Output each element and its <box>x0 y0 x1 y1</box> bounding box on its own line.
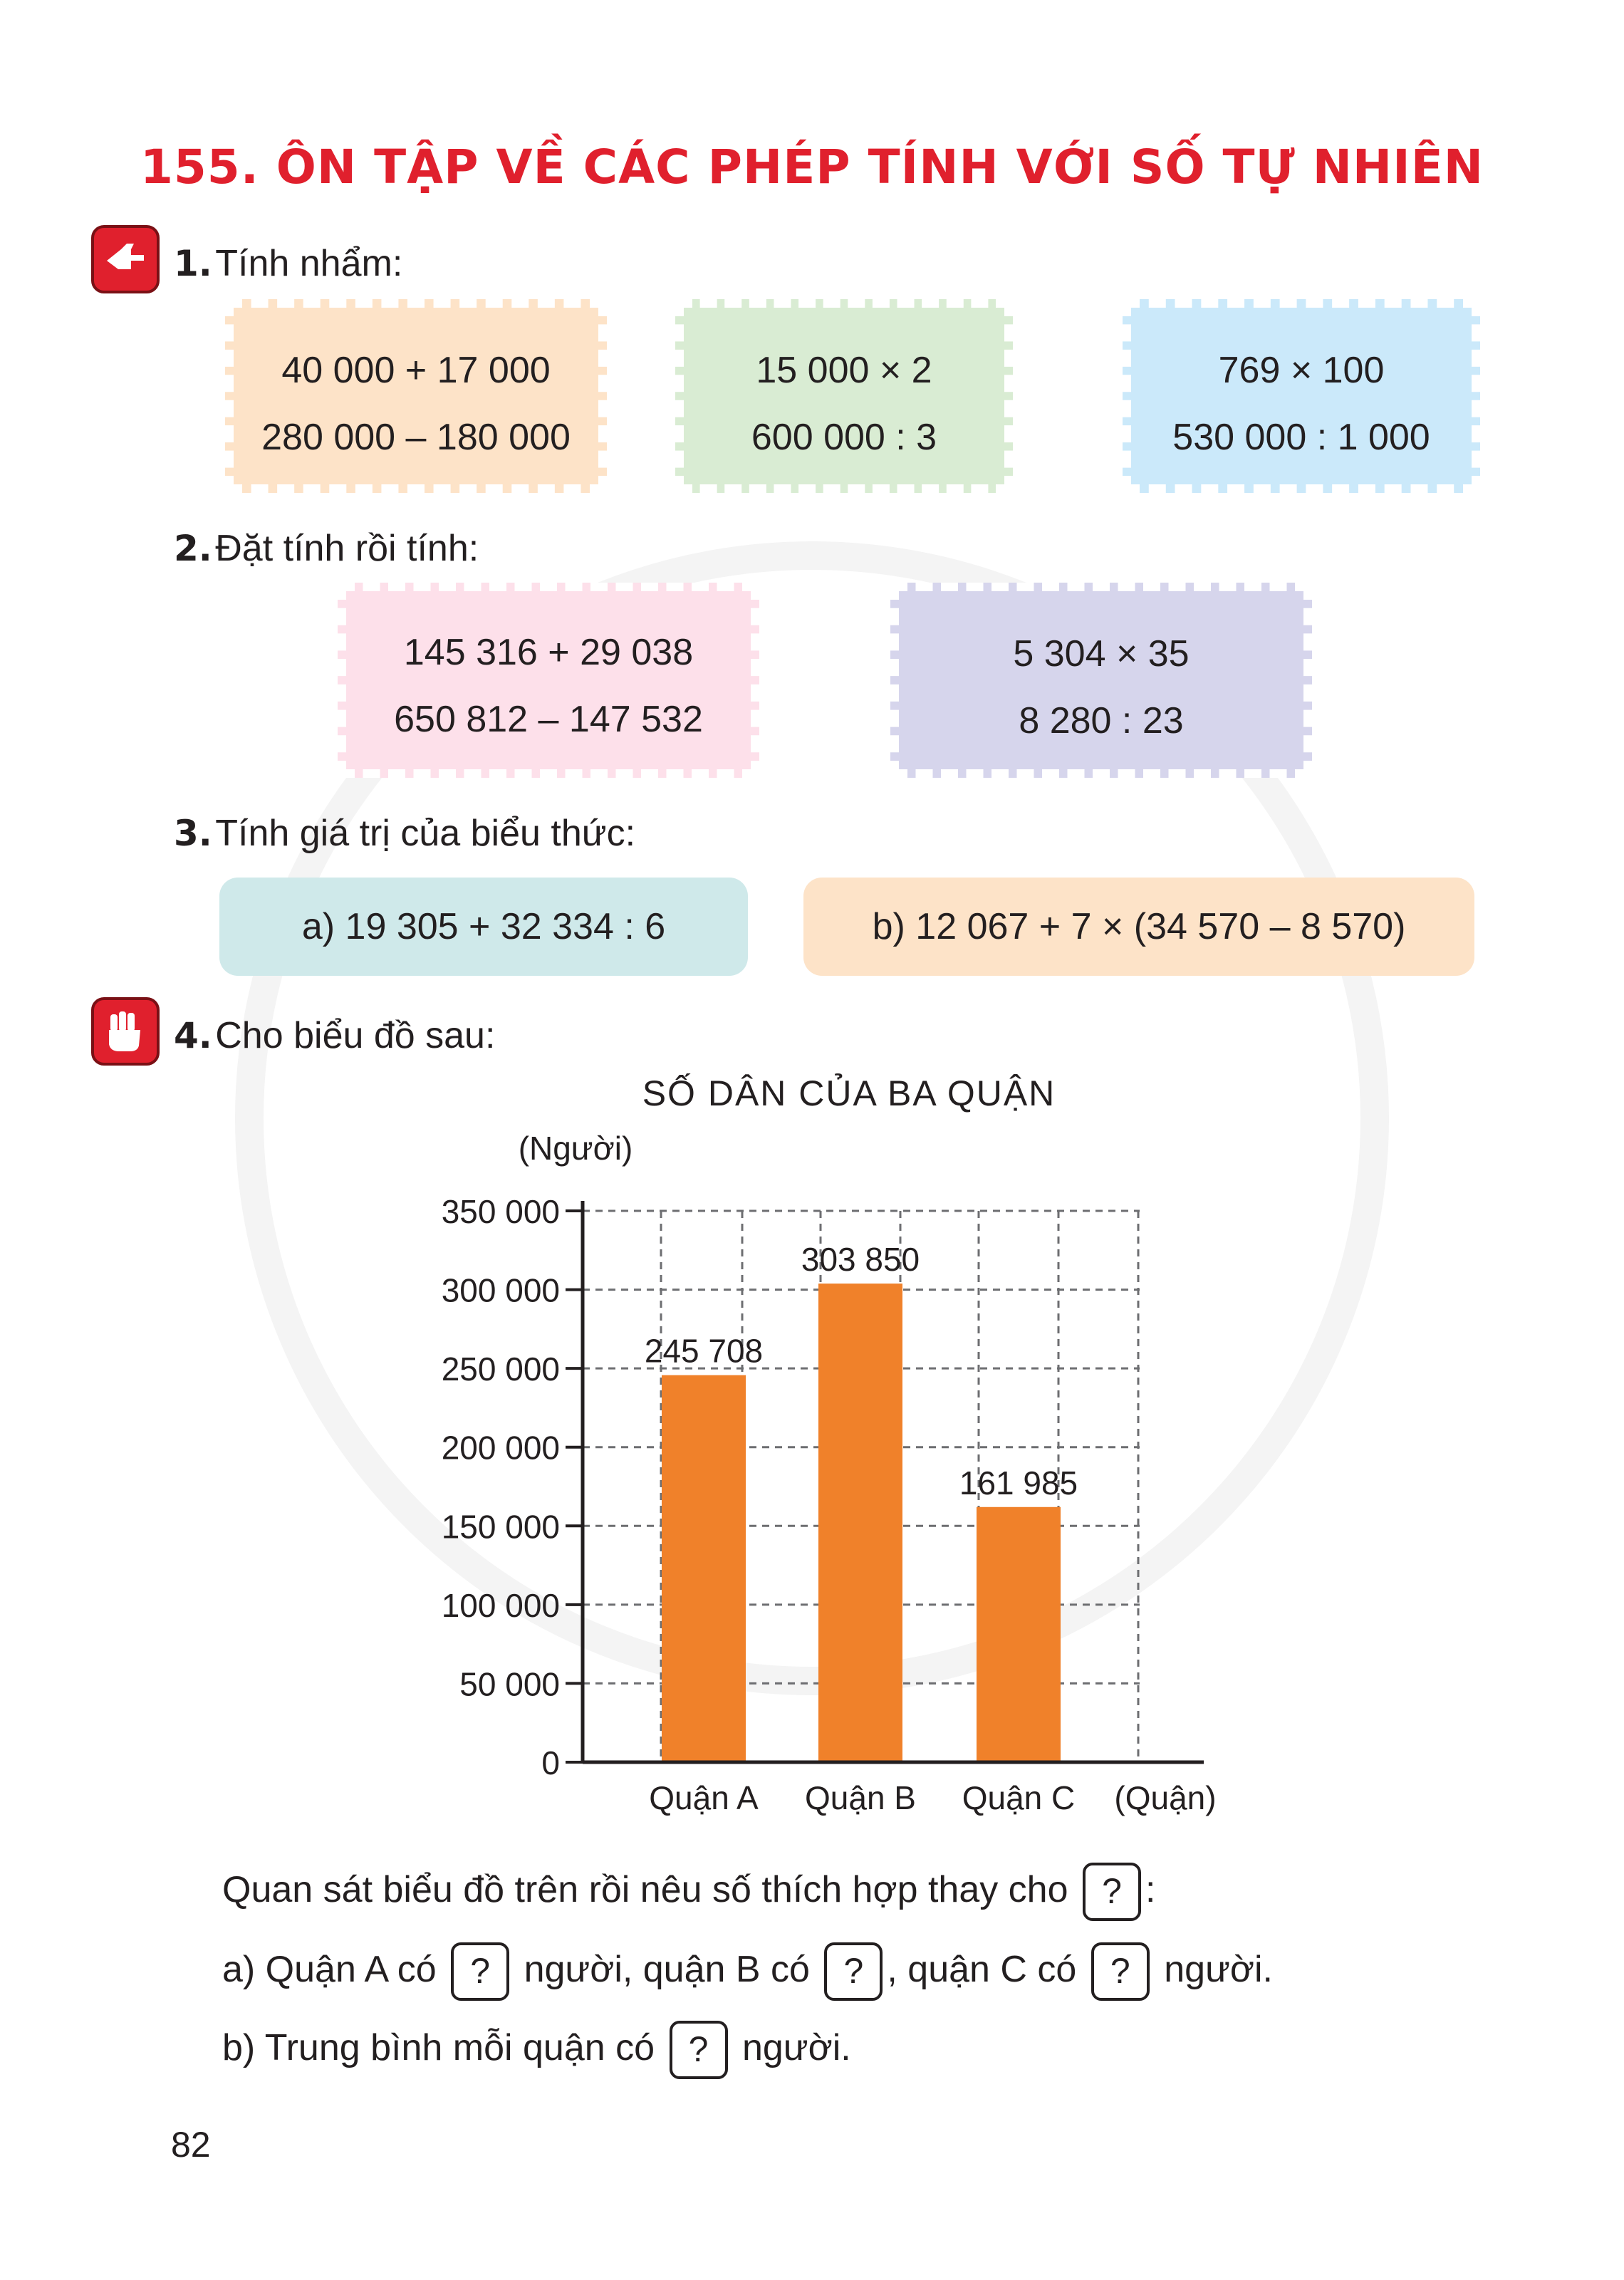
answer-box[interactable]: ? <box>1083 1863 1141 1921</box>
question-text: người. <box>1164 1949 1273 1990</box>
question-text: , quận C có <box>887 1949 1077 1990</box>
expression-a: a) 19 305 + 32 334 : 6 <box>219 878 748 976</box>
exercise-instruction: Tính nhẩm: <box>215 243 403 284</box>
exercise-number: 1. <box>174 243 212 284</box>
expression: 280 000 – 180 000 <box>261 417 571 458</box>
y-tick-label: 350 000 <box>441 1193 560 1230</box>
expression: 769 × 100 <box>1218 350 1385 391</box>
y-tick-label: 300 000 <box>441 1271 560 1309</box>
bar <box>977 1507 1061 1762</box>
question-text: a) Quận A có <box>222 1949 437 1990</box>
question-text: người. <box>741 2027 851 2068</box>
exercise-number: 2. <box>174 528 212 569</box>
answer-box-b[interactable]: ? <box>824 1942 883 2001</box>
question-intro <box>222 1860 1155 1921</box>
question-text: người, quận B có <box>524 1949 810 1990</box>
x-axis-label: (Quận) <box>1114 1779 1217 1816</box>
exercise-instruction: Cho biểu đồ sau: <box>215 1015 496 1056</box>
exercise-number: 3. <box>174 813 212 854</box>
answer-box-c[interactable]: ? <box>1091 1942 1150 2001</box>
bar <box>818 1284 902 1762</box>
data-label: 303 850 <box>801 1241 920 1279</box>
data-label: 245 708 <box>644 1332 764 1370</box>
y-tick-label: 0 <box>541 1744 560 1781</box>
question-a <box>222 1940 1273 2001</box>
exercise-instruction: Tính giá trị của biểu thức: <box>215 813 636 854</box>
page-title: 155. ÔN TẬP VỀ CÁC PHÉP TÍNH VỚI SỐ TỰ NHIÊN <box>140 140 1484 194</box>
expression: 5 304 × 35 <box>1013 633 1190 675</box>
question-text: b) Trung bình mỗi quận có <box>222 2027 655 2068</box>
exercise-instruction: Đặt tính rồi tính: <box>215 528 479 569</box>
answer-box-a[interactable]: ? <box>451 1942 509 2001</box>
x-tick-label: Quận C <box>962 1779 1076 1816</box>
bar <box>662 1375 746 1762</box>
expression: 530 000 : 1 000 <box>1172 417 1430 458</box>
y-tick-label: 100 000 <box>441 1586 560 1624</box>
y-tick-label: 50 000 <box>459 1665 560 1703</box>
chart-title: SỐ DÂN CỦA BA QUẬN <box>642 1073 1056 1113</box>
expression: 600 000 : 3 <box>751 417 937 458</box>
y-tick-label: 200 000 <box>441 1429 560 1467</box>
answer-box-average[interactable]: ? <box>670 2021 728 2079</box>
question-b <box>222 2019 851 2079</box>
page-number: 82 <box>171 2125 211 2165</box>
expression-b: b) 12 067 + 7 × (34 570 – 8 570) <box>803 878 1474 976</box>
x-tick-label: Quận A <box>649 1779 759 1816</box>
question-text: Quan sát biểu đồ trên rồi nêu số thích hợp thay cho <box>222 1869 1068 1910</box>
exercise-number: 4. <box>174 1015 212 1056</box>
y-axis-label: (Người) <box>518 1130 633 1167</box>
expression: 145 316 + 29 038 <box>403 632 694 673</box>
data-label: 161 985 <box>959 1464 1078 1501</box>
expression: 8 280 : 23 <box>1019 700 1184 741</box>
expression: 650 812 – 147 532 <box>394 699 703 740</box>
expression: 15 000 × 2 <box>756 350 932 391</box>
expression: 40 000 + 17 000 <box>281 350 551 391</box>
punctuation: : <box>1145 1869 1156 1910</box>
x-tick-label: Quận B <box>805 1779 916 1816</box>
y-tick-label: 250 000 <box>441 1350 560 1388</box>
y-tick-label: 150 000 <box>441 1508 560 1546</box>
